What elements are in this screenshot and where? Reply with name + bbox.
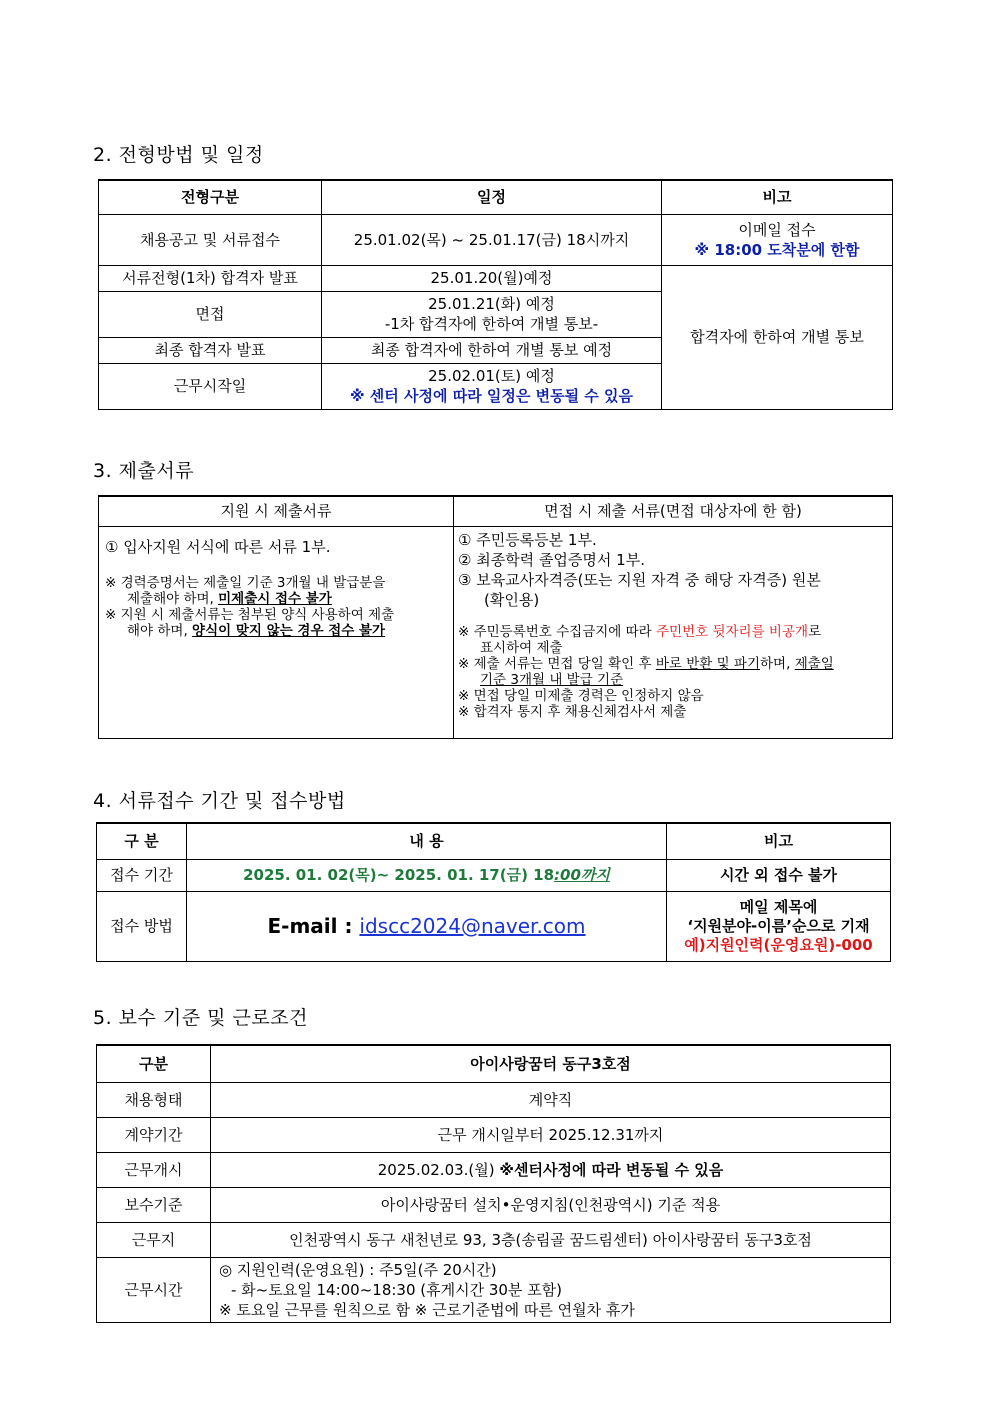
- note-line: 메일 제목에: [739, 897, 818, 916]
- note-emphasis: 양식이 맞지 않는 경우 접수 불가: [192, 622, 386, 639]
- table-cell: 채용공고 및 서류접수: [99, 214, 322, 265]
- table-cell: 근무 개시일부터 2025.12.31까지: [211, 1117, 891, 1152]
- table-cell: 근무시간: [97, 1257, 211, 1322]
- doc-note: [458, 624, 888, 720]
- note-emphasis: 미제출시 접수 불가: [218, 590, 332, 607]
- table-cell: 근무시작일: [99, 363, 322, 409]
- interview-docs-cell: [454, 526, 893, 738]
- col-header: 아이사랑꿈터 동구3호점: [211, 1045, 891, 1082]
- col-header: 전형구분: [99, 180, 322, 214]
- table-cell: 아이사랑꿈터 설치•운영지침(인천광역시) 기준 적용: [211, 1187, 891, 1222]
- table-cell: 25.01.20(월)예정: [322, 265, 662, 291]
- table-cell: 25.01.02(목) ~ 25.01.17(금) 18시까지: [322, 214, 662, 265]
- section-2-heading: 2. 전형방법 및 일정: [93, 144, 264, 166]
- table-cell: 채용형태: [97, 1082, 211, 1117]
- table-cell: 보수기준: [97, 1187, 211, 1222]
- note-emphasis: 제출일: [794, 655, 834, 672]
- doc-note: [105, 575, 447, 639]
- col-header: 구 분: [97, 823, 187, 859]
- section-4-heading: 4. 서류접수 기간 및 접수방법: [93, 790, 346, 812]
- col-header: 비고: [667, 823, 891, 859]
- email-link[interactable]: idscc2024@naver.com: [359, 914, 586, 938]
- table-cell: 서류전형(1차) 합격자 발표: [99, 265, 322, 291]
- doc-item: ① 입사지원 서식에 따른 서류 1부.: [105, 537, 331, 556]
- table-cell: [667, 891, 891, 961]
- table-cell: [211, 1152, 891, 1187]
- table-cell: 계약기간: [97, 1117, 211, 1152]
- note-text: 표시하여 제출: [480, 639, 563, 656]
- table-cell: 최종 합격자에 한하여 개별 통보 예정: [322, 337, 662, 363]
- doc-item: ③ 보육교사자격증(또는 지원 자격 중 해당 자격증) 원본: [458, 570, 821, 589]
- submission-table: [96, 822, 891, 962]
- cell-line: 25.01.21(화) 예정: [428, 295, 555, 313]
- hours-line: ※ 토요일 근무를 원칙으로 함 ※ 근로기준법에 따른 연월차 휴가: [219, 1300, 635, 1319]
- note-text: 로: [808, 623, 822, 640]
- cell-highlight: ※ 센터 사정에 따라 일정은 변동될 수 있음: [350, 387, 633, 405]
- table-cell: [322, 291, 662, 337]
- note-emphasis: 기준 3개월 내 발급 기준: [480, 671, 624, 688]
- cell-line: 25.02.01(토) 예정: [428, 367, 555, 385]
- cell-line: -1차 합격자에 한하여 개별 통보-: [384, 315, 599, 333]
- apply-docs-cell: [99, 526, 454, 738]
- note-text: ※ 지원 시 제출서류는 첨부된 양식 사용하여 제출: [105, 606, 395, 623]
- hours-line: ◎ 지원인력(운영요원) : 주5일(주 20시간): [219, 1260, 497, 1279]
- note-text: ※ 주민등록번호 수집금지에 따라: [458, 623, 657, 640]
- note-text: 해야 하며,: [127, 622, 193, 639]
- table-cell: 인천광역시 동구 새천년로 93, 3층(송림골 꿈드림센터) 아이사랑꿈터 동구3호점: [211, 1222, 891, 1257]
- col-header: 일정: [322, 180, 662, 214]
- note-text: 하며,: [760, 655, 795, 672]
- conditions-table: [96, 1044, 891, 1323]
- col-header: 내 용: [187, 823, 667, 859]
- section-3-heading: 3. 제출서류: [93, 460, 195, 482]
- cell-emphasis: ※센터사정에 따라 변동될 수 있음: [499, 1160, 724, 1179]
- note-highlight: ※ 18:00 도착분에 한함: [694, 240, 860, 259]
- table-cell: 최종 합격자 발표: [99, 337, 322, 363]
- note-text: ※ 경력증명서는 제출일 기준 3개월 내 발급분을: [105, 574, 386, 591]
- merged-note-cell: 합격자에 한하여 개별 통보: [662, 265, 893, 409]
- note-text: ※ 제출 서류는 면접 당일 확인 후: [458, 655, 656, 672]
- table-cell: 접수 방법: [97, 891, 187, 961]
- section-5-heading: 5. 보수 기준 및 근로조건: [93, 1007, 308, 1029]
- table-cell: 근무지: [97, 1222, 211, 1257]
- hours-cell: [211, 1257, 891, 1322]
- doc-item: ② 최종학력 졸업증명서 1부.: [458, 550, 645, 569]
- table-cell: 근무개시: [97, 1152, 211, 1187]
- period-cell: [187, 859, 667, 891]
- period-text: 2025. 01. 02(목)~ 2025. 01. 17(금) 18: [243, 866, 555, 884]
- note-text: ※ 면접 당일 미제출 경력은 인정하지 않음: [458, 687, 704, 704]
- email-cell: [187, 891, 667, 961]
- period-text: :00까지: [554, 866, 610, 884]
- note-line: ‘지원분야-이름’순으로 기재: [687, 916, 870, 935]
- note-emphasis: 바로 반환 및 파기: [655, 655, 761, 672]
- col-header: 구분: [97, 1045, 211, 1082]
- note-text: ※ 합격자 통지 후 채용신체검사서 제출: [458, 703, 687, 720]
- doc-item: (확인용): [484, 590, 540, 609]
- schedule-table: [98, 179, 893, 410]
- col-header: 비고: [662, 180, 893, 214]
- table-cell: [662, 214, 893, 265]
- email-label: E-mail :: [267, 914, 360, 938]
- col-header: 면접 시 제출 서류(면접 대상자에 한 함): [454, 496, 893, 526]
- doc-item: ① 주민등록등본 1부.: [458, 530, 597, 549]
- table-cell: 접수 기간: [97, 859, 187, 891]
- col-header: 지원 시 제출서류: [99, 496, 454, 526]
- note-text: 제출해야 하며,: [127, 590, 219, 607]
- table-cell: [322, 363, 662, 409]
- cell-text: 2025.02.03.(월): [377, 1160, 500, 1179]
- hours-line: - 화~토요일 14:00~18:30 (휴게시간 30분 포함): [231, 1280, 563, 1299]
- note-example: 예)지원인력(운영요원)-000: [684, 935, 873, 954]
- table-cell: 계약직: [211, 1082, 891, 1117]
- table-cell: 시간 외 접수 불가: [667, 859, 891, 891]
- note-line: 이메일 접수: [738, 220, 816, 239]
- documents-table: [98, 495, 893, 739]
- table-cell: 면접: [99, 291, 322, 337]
- note-emphasis: 주민번호 뒷자리를 비공개: [656, 623, 809, 640]
